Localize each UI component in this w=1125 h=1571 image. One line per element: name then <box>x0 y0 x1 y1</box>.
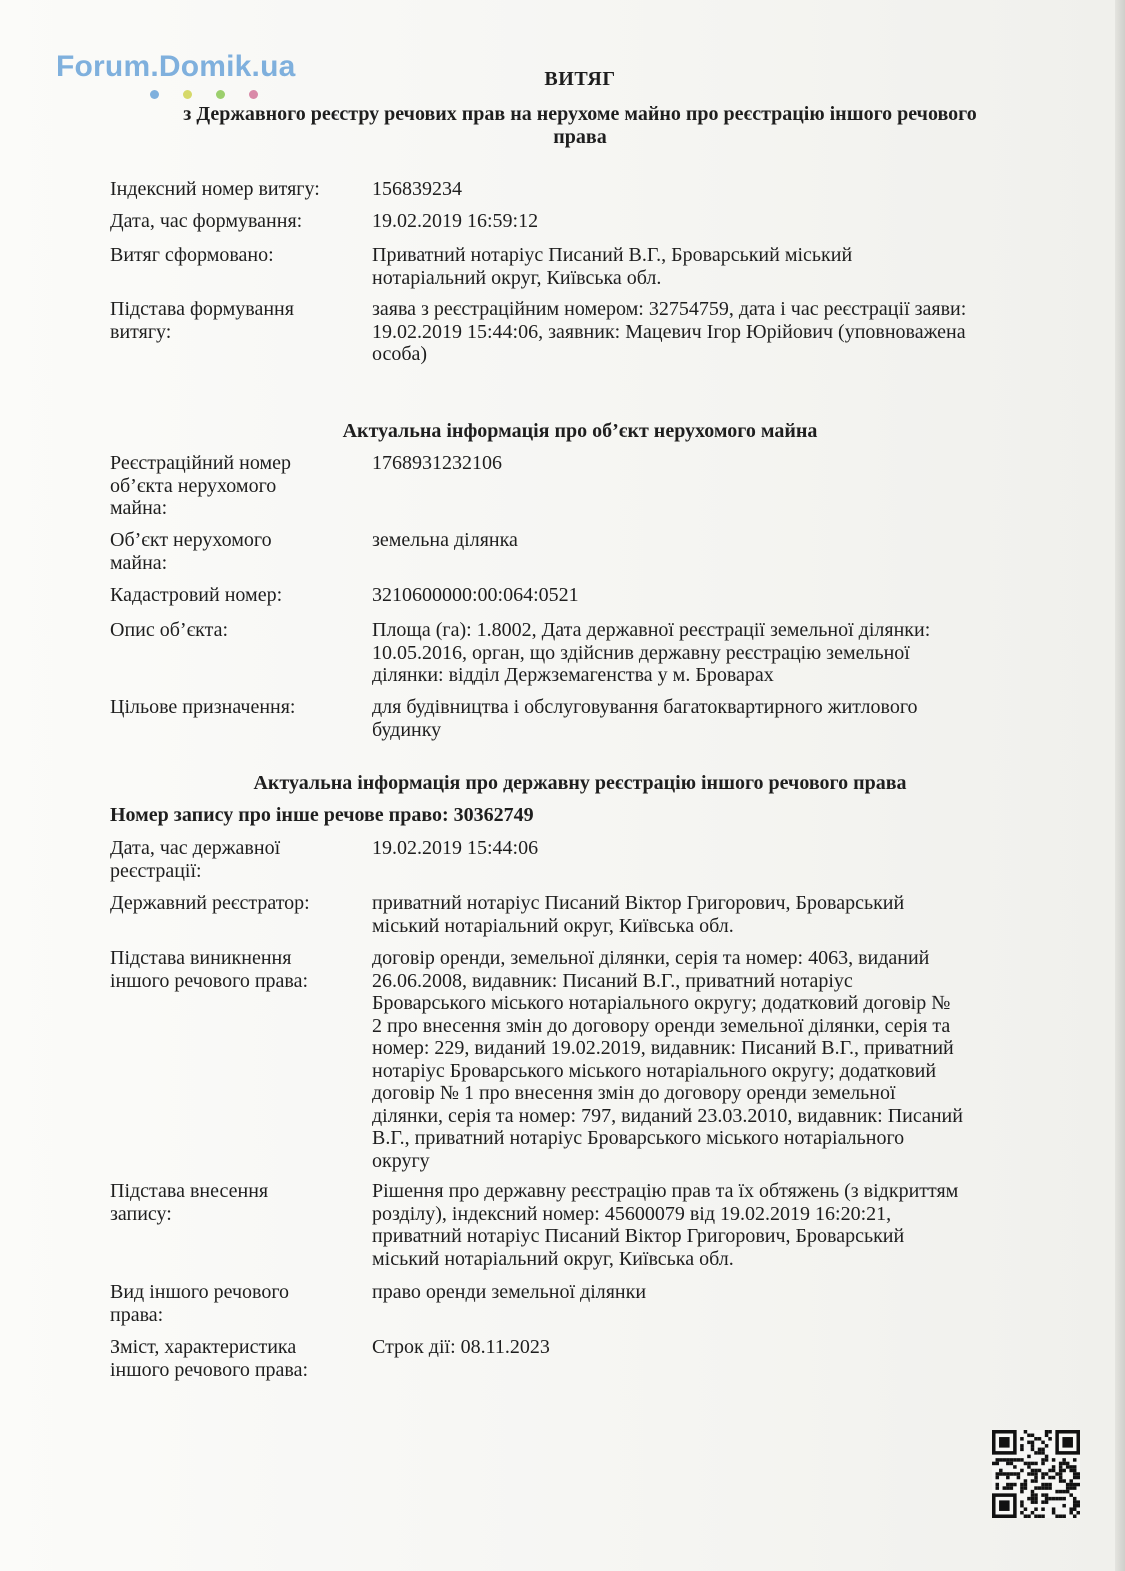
row-value-line: 2 про внесення змін до договору оренди земельної ділянки, серія та <box>372 1014 951 1037</box>
row-label-line: майна: <box>110 497 168 519</box>
row-value-line: 1768931232106 <box>372 452 502 474</box>
row-value <box>372 584 1052 607</box>
row-value-line: розділу), індексний номер: 45600079 від 19.02.2019 16:20:21, <box>372 1202 892 1225</box>
row-label <box>110 529 350 574</box>
qr-code-icon <box>992 1430 1080 1518</box>
row-value-line: для будівництва і обслуговування багатоквартирного житлового <box>372 696 918 718</box>
document-subtitle <box>120 103 1040 149</box>
watermark-dot <box>249 90 258 99</box>
row-value <box>372 178 1052 201</box>
row-label <box>110 1281 350 1326</box>
row-value-line: округу <box>372 1149 430 1172</box>
row-value-line: 156839234 <box>372 178 462 200</box>
row-value <box>372 619 1052 687</box>
row-value <box>372 529 1052 552</box>
row-value <box>372 210 1052 233</box>
row-value <box>372 298 1052 366</box>
row-label-line: витягу: <box>110 320 172 343</box>
watermark-dot <box>216 90 225 99</box>
row-value-line: номер: 229, виданий 19.02.2019, видавник: Писаний В.Г., приватний <box>372 1037 954 1059</box>
row-label-line: об’єкта нерухомого <box>110 474 277 497</box>
row-value-line: 19.02.2019 16:59:12 <box>372 210 539 232</box>
row-label-line: Витяг сформовано: <box>110 244 274 266</box>
row-value-line: ділянки: відділ Держземагенства у м. Броварах <box>372 664 774 686</box>
row-value-line: 19.02.2019 15:44:06, заявник: Мацевич Ігор Юрійович (уповноважена <box>372 320 966 343</box>
row-label-line: Індексний номер витягу: <box>110 178 320 200</box>
row-value <box>372 892 1052 937</box>
row-label-line: Опис об’єкта: <box>110 619 229 641</box>
record-number: Номер запису про інше речове право: 30362749 <box>110 804 534 826</box>
row-value-line: міський нотаріальний округ, Київська обл. <box>372 914 734 937</box>
row-label-line: Дата, час державної <box>110 837 281 859</box>
row-label <box>110 696 350 719</box>
row-value-line: 3210600000:00:064:0521 <box>372 584 579 606</box>
watermark-dots <box>150 90 258 99</box>
row-value-line: земельна ділянка <box>372 529 518 551</box>
subtitle-line: з Державного реєстру речових прав на нерухоме майно про реєстрацію іншого речового <box>183 103 977 125</box>
row-label-line: іншого речового права: <box>110 969 309 992</box>
row-label-line: Цільове призначення: <box>110 696 296 718</box>
row-label-line: майна: <box>110 551 168 574</box>
row-label <box>110 210 350 233</box>
row-value-line: міський нотаріальний округ, Київська обл. <box>372 1247 734 1270</box>
row-label <box>110 178 350 201</box>
row-value-line: право оренди земельної ділянки <box>372 1281 647 1303</box>
watermark-logo: Forum.Domik.ua <box>56 50 296 83</box>
row-label-line: запису: <box>110 1202 172 1225</box>
row-value-line: ділянки, серія та номер: 797, виданий 23.03.2010, видавник: Писаний <box>372 1104 963 1127</box>
row-value-line: Приватний нотаріус Писаний В.Г., Броварський міський <box>372 244 853 266</box>
row-value-line: Площа (га): 1.8002, Дата державної реєстрації земельної ділянки: <box>372 619 931 641</box>
right-section-title: Актуальна інформація про державну реєстрацію іншого речового права <box>253 772 907 794</box>
row-label-line: Підстава виникнення <box>110 947 292 969</box>
row-label-line: Підстава внесення <box>110 1180 269 1202</box>
row-label-line: права: <box>110 1303 164 1326</box>
property-section-title: Актуальна інформація про об’єкт нерухомого майна <box>342 420 818 442</box>
row-label-line: Кадастровий номер: <box>110 584 283 606</box>
row-label-line: Реєстраційний номер <box>110 452 291 474</box>
row-label-line: Зміст, характеристика <box>110 1336 297 1358</box>
row-value <box>372 837 1052 860</box>
row-label-line: Вид іншого речового <box>110 1281 290 1303</box>
row-value-line: заява з реєстраційним номером: 32754759, дата і час реєстрації заяви: <box>372 298 967 320</box>
row-value-line: Броварського міського нотаріального округу; додатковий договір № <box>372 992 951 1014</box>
row-label <box>110 837 350 882</box>
row-label <box>110 244 350 267</box>
row-label-line: Державний реєстратор: <box>110 892 310 914</box>
row-value <box>372 1336 1052 1359</box>
row-label-line: Підстава формування <box>110 298 294 320</box>
row-label-line: іншого речового права: <box>110 1358 309 1381</box>
watermark-dot <box>183 90 192 99</box>
subtitle-line: права <box>553 126 607 148</box>
row-label-line: Дата, час формування: <box>110 210 303 232</box>
row-value <box>372 696 1052 741</box>
row-label <box>110 892 350 915</box>
row-value-line: 26.06.2008, видавник: Писаний В.Г., приватний нотаріус <box>372 969 853 992</box>
row-value-line: будинку <box>372 718 442 741</box>
row-value-line: Рішення про державну реєстрацію прав та їх обтяжень (з відкриттям <box>372 1180 959 1202</box>
row-value <box>372 1180 1052 1270</box>
row-value <box>372 1281 1052 1304</box>
row-label <box>110 947 350 992</box>
row-value-line: особа) <box>372 343 428 365</box>
row-value-line: 19.02.2019 15:44:06 <box>372 837 539 859</box>
row-value-line: приватний нотаріус Писаний Віктор Григорович, Броварський <box>372 892 905 914</box>
row-value-line: договір оренди, земельної ділянки, серія та номер: 4063, виданий <box>372 947 930 969</box>
row-value-line: нотаріус Броварського міського нотаріального округу; додатковий <box>372 1059 937 1082</box>
row-label-line: реєстрації: <box>110 859 202 882</box>
row-value <box>372 947 1052 1172</box>
row-value-line: В.Г., приватний нотаріус Броварського міського нотаріального <box>372 1127 905 1149</box>
row-value-line: 10.05.2016, орган, що здійснив державну реєстрацію земельної <box>372 641 910 664</box>
row-label <box>110 584 350 607</box>
row-label <box>110 1336 350 1381</box>
row-value-line: договір № 1 про внесення змін до договору оренди земельної <box>372 1082 896 1104</box>
document-title: ВИТЯГ <box>544 68 616 90</box>
row-label <box>110 1180 350 1225</box>
row-value <box>372 244 1052 289</box>
row-label-line: Об’єкт нерухомого <box>110 529 272 551</box>
row-value-line: нотаріальний округ, Київська обл. <box>372 266 662 289</box>
row-value-line: приватний нотаріус Писаний Віктор Григорович, Броварський <box>372 1225 905 1247</box>
watermark-dot <box>150 90 159 99</box>
row-value <box>372 452 1052 475</box>
row-label <box>110 452 350 520</box>
row-label <box>110 298 350 343</box>
row-value-line: Строк дії: 08.11.2023 <box>372 1336 550 1358</box>
row-label <box>110 619 350 642</box>
